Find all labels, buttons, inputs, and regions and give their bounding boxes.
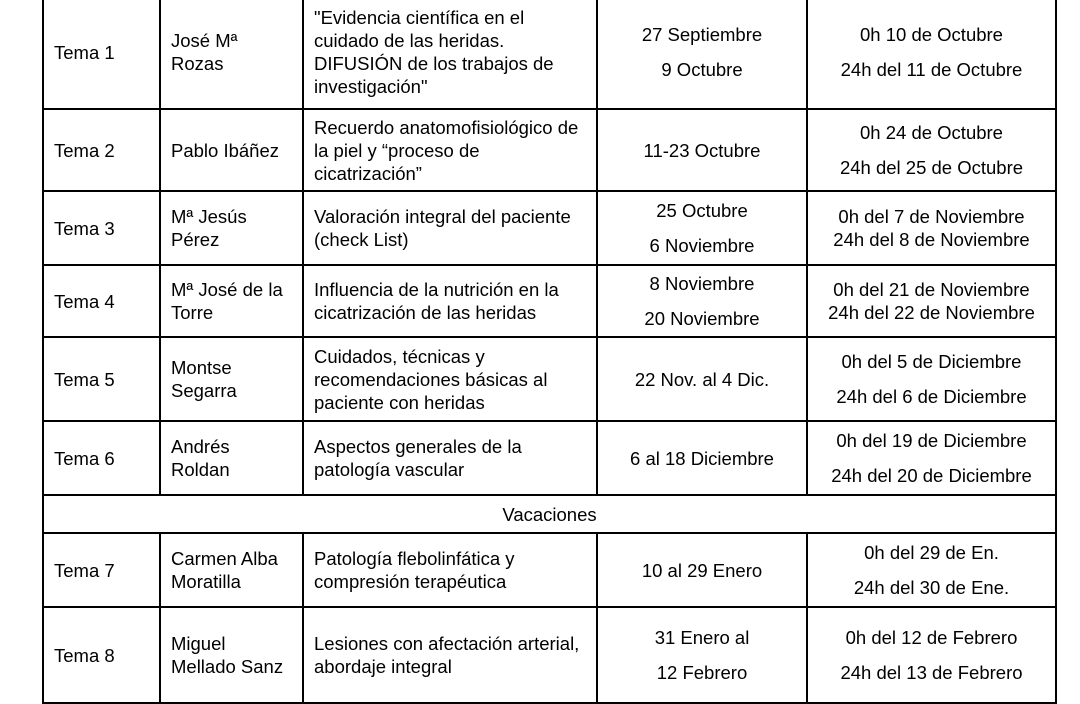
fecha-inicio: 6 al 18 Diciembre <box>630 447 774 469</box>
table-row <box>43 0 1056 109</box>
fecha-fin: 20 Noviembre <box>644 308 760 329</box>
tema-cell: Tema 6 <box>43 421 160 495</box>
plazo-fin: 24h del 25 de Octubre <box>839 157 1024 178</box>
plazo-cell <box>807 533 1056 607</box>
plazo-fin: 24h del 8 de Noviembre <box>833 229 1030 250</box>
titulo-cell: Cuidados, técnicas y recomendaciones básicas al paciente con heridas <box>303 337 597 421</box>
ponente-cell: Mª Jesús Pérez <box>160 191 303 265</box>
fechas-cell <box>597 0 807 109</box>
ponente-cell: Mª José de la Torre <box>160 265 303 337</box>
ponente-cell: José Mª Rozas <box>160 0 303 109</box>
tema-cell: Tema 1 <box>43 0 160 109</box>
plazo-inicio: 0h del 5 de Diciembre <box>841 351 1022 372</box>
fechas-cell <box>597 533 807 607</box>
plazo-inicio: 0h del 7 de Noviembre <box>838 206 1025 227</box>
plazo-cell <box>807 0 1056 109</box>
fecha-fin: 9 Octubre <box>661 59 743 80</box>
table-row <box>43 191 1056 265</box>
plazo-inicio: 0h 10 de Octubre <box>860 24 1003 45</box>
plazo-inicio: 0h del 29 de En. <box>864 542 999 563</box>
plazo-cell <box>807 191 1056 265</box>
fechas-cell <box>597 265 807 337</box>
plazo-cell <box>807 109 1056 191</box>
table-row <box>43 337 1056 421</box>
tema-cell: Tema 7 <box>43 533 160 607</box>
titulo-cell: Recuerdo anatomofisiológico de la piel y “proceso de cicatrización” <box>303 109 597 191</box>
titulo-cell: Aspectos generales de la patología vascular <box>303 421 597 495</box>
fechas-cell <box>597 337 807 421</box>
plazo-inicio: 0h del 19 de Diciembre <box>836 430 1027 451</box>
titulo-cell: Lesiones con afectación arterial, abordaje integral <box>303 607 597 703</box>
plazo-cell <box>807 607 1056 703</box>
plazo-inicio: 0h del 21 de Noviembre <box>833 279 1030 300</box>
fechas-cell <box>597 109 807 191</box>
plazo-fin: 24h del 20 de Diciembre <box>831 465 1032 486</box>
ponente-cell: Pablo Ibáñez <box>160 109 303 191</box>
fecha-inicio: 11-23 Octubre <box>643 139 761 161</box>
plazo-cell <box>807 265 1056 337</box>
plazo-fin: 24h del 13 de Febrero <box>840 662 1023 683</box>
plazo-fin: 24h del 22 de Noviembre <box>828 302 1035 323</box>
plazo-fin: 24h del 11 de Octubre <box>840 59 1023 80</box>
fechas-cell <box>597 421 807 495</box>
plazo-inicio: 0h del 12 de Febrero <box>845 627 1018 648</box>
tema-cell: Tema 2 <box>43 109 160 191</box>
tema-cell: Tema 8 <box>43 607 160 703</box>
titulo-cell: Influencia de la nutrición en la cicatrización de las heridas <box>303 265 597 337</box>
plazo-cell <box>807 337 1056 421</box>
plazo-fin: 24h del 6 de Diciembre <box>836 386 1027 407</box>
vacaciones-label: Vacaciones <box>43 495 1056 533</box>
plazo-cell <box>807 421 1056 495</box>
plazo-fin: 24h del 30 de Ene. <box>853 577 1010 598</box>
fecha-inicio: 8 Noviembre <box>649 273 755 294</box>
fechas-cell <box>597 607 807 703</box>
fecha-fin: 6 Noviembre <box>649 235 755 256</box>
ponente-cell: Montse Segarra <box>160 337 303 421</box>
fecha-inicio: 27 Septiembre <box>641 24 763 45</box>
ponente-cell: Andrés Roldan <box>160 421 303 495</box>
titulo-cell: Valoración integral del paciente (check List) <box>303 191 597 265</box>
table-row <box>43 533 1056 607</box>
titulo-cell: "Evidencia científica en el cuidado de las heridas. DIFUSIÓN de los trabajos de investigación" <box>303 0 597 109</box>
vacaciones-row <box>43 495 1056 533</box>
fecha-fin: 12 Febrero <box>656 662 748 683</box>
table-row <box>43 265 1056 337</box>
ponente-cell: Miguel Mellado Sanz <box>160 607 303 703</box>
fecha-inicio: 25 Octubre <box>656 200 748 221</box>
fechas-cell <box>597 191 807 265</box>
titulo-cell: Patología flebolinfática y compresión terapéutica <box>303 533 597 607</box>
fecha-inicio: 22 Nov. al 4 Dic. <box>634 368 770 390</box>
course-schedule-table <box>42 0 1057 704</box>
tema-cell: Tema 4 <box>43 265 160 337</box>
plazo-inicio: 0h 24 de Octubre <box>860 122 1003 143</box>
fecha-inicio: 10 al 29 Enero <box>641 559 763 581</box>
table-row <box>43 109 1056 191</box>
table-row <box>43 607 1056 703</box>
table-row <box>43 421 1056 495</box>
tema-cell: Tema 3 <box>43 191 160 265</box>
ponente-cell: Carmen Alba Moratilla <box>160 533 303 607</box>
tema-cell: Tema 5 <box>43 337 160 421</box>
fecha-inicio: 31 Enero al <box>654 627 750 648</box>
